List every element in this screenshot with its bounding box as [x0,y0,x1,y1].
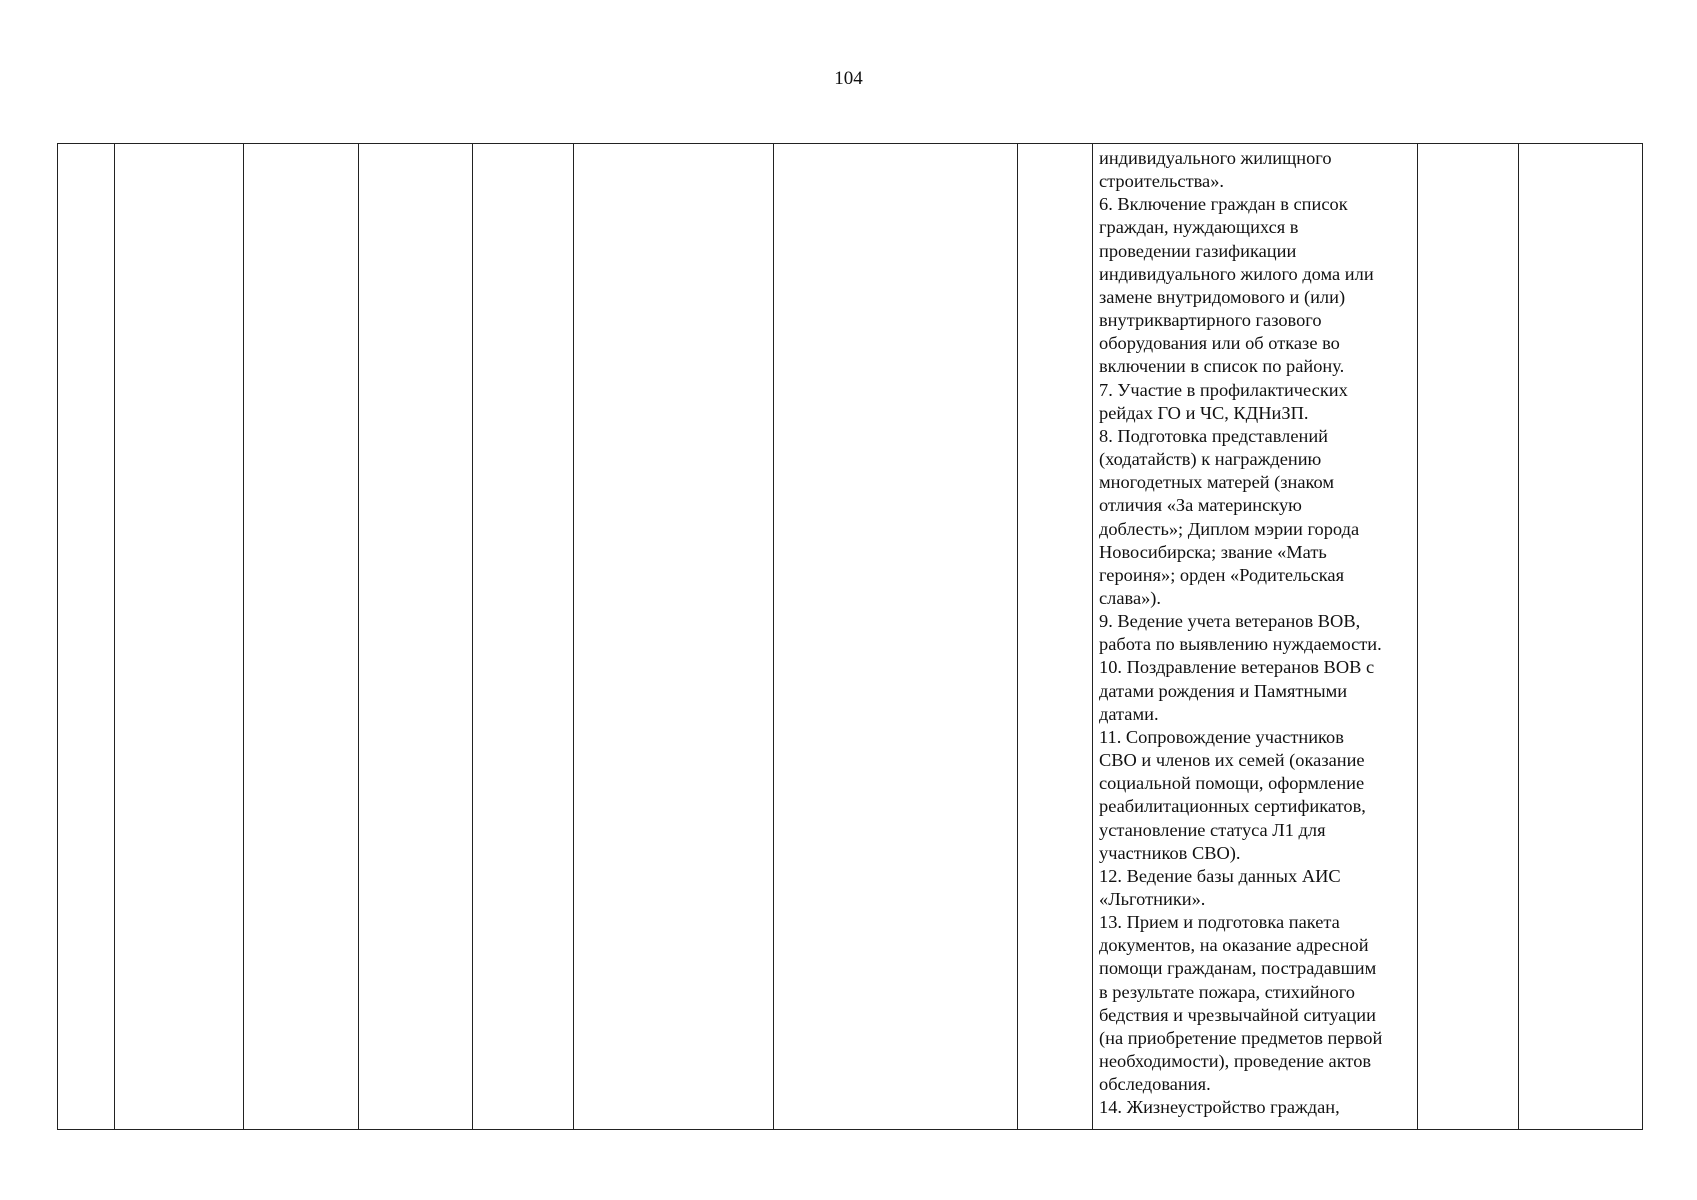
cell-line: 14. Жизнеустройство граждан, [1099,1097,1340,1118]
cell-line: датами. [1099,703,1159,724]
cell-line: Новосибирска; звание «Мать [1099,541,1327,562]
cell-line: участников СВО). [1099,842,1241,863]
cell-line: СВО и членов их семей (оказание [1099,750,1365,771]
cell-line: 12. Ведение базы данных АИС [1099,865,1341,886]
table-cell-col-5 [473,144,574,1130]
cell-line: оборудования или об отказе во [1099,333,1340,354]
cell-line: 10. Поздравление ветеранов ВОВ с [1099,657,1375,678]
cell-line: обследования. [1099,1074,1211,1095]
cell-line: 8. Подготовка представлений [1099,425,1329,446]
page-number: 104 [834,68,863,89]
table-cell-col-6 [574,144,774,1130]
table-cell-col-7 [774,144,1018,1130]
table-cell-col-2 [115,144,244,1130]
cell-line: документов, на оказание адресной [1099,935,1369,956]
table-row [58,144,1643,1130]
cell-line: бедствия и чрезвычайной ситуации [1099,1004,1376,1025]
cell-line: датами рождения и Памятными [1099,680,1348,701]
cell-line: 6. Включение граждан в список [1099,194,1348,215]
cell-line: замене внутридомового и (или) [1099,286,1346,307]
document-table [57,143,1643,1130]
cell-line: 11. Сопровождение участников [1099,726,1344,747]
table-cell-col-10 [1418,144,1519,1130]
table-cell-col-3 [244,144,359,1130]
cell-line: (ходатайств) к награждению [1099,449,1322,470]
cell-line: слава»). [1099,587,1162,608]
cell-line: реабилитационных сертификатов, [1099,796,1366,817]
cell-line: 9. Ведение учета ветеранов ВОВ, [1099,611,1361,632]
cell-line: 13. Прием и подготовка пакета [1099,912,1340,933]
cell-line: внутриквартирного газового [1099,310,1322,331]
cell-line: граждан, нуждающихся в [1099,217,1299,238]
cell-line: (на приобретение предметов первой [1099,1027,1383,1048]
cell-line: строительства». [1099,171,1225,192]
table-cell-activities [1093,144,1418,1130]
cell-line: доблесть»; Диплом мэрии города [1099,518,1360,539]
cell-line: рейдах ГО и ЧС, КДНиЗП. [1099,402,1309,423]
cell-line: установление статуса Л1 для [1099,819,1326,840]
cell-line: героиня»; орден «Родительская [1099,564,1345,585]
table-cell-col-1 [58,144,115,1130]
cell-line: отличия «За материнскую [1099,495,1302,516]
cell-line: индивидуального жилищного [1099,148,1332,168]
cell-line: в результате пожара, стихийного [1099,981,1355,1002]
cell-line: индивидуального жилого дома или [1099,263,1374,284]
cell-line: социальной помощи, оформление [1099,773,1365,794]
cell-line: 7. Участие в профилактических [1099,379,1348,400]
table-cell-col-4 [359,144,473,1130]
cell-line: работа по выявлению нуждаемости. [1099,634,1382,655]
cell-line: включении в список по району. [1099,356,1345,377]
table-cell-col-8 [1018,144,1093,1130]
cell-line: помощи гражданам, пострадавшим [1099,958,1377,979]
cell-line: необходимости), проведение актов [1099,1051,1372,1072]
cell-line: «Льготники». [1099,889,1206,909]
cell-line: проведении газификации [1099,240,1297,261]
table-cell-col-11 [1519,144,1643,1130]
cell-line: многодетных матерей (знаком [1099,472,1335,493]
